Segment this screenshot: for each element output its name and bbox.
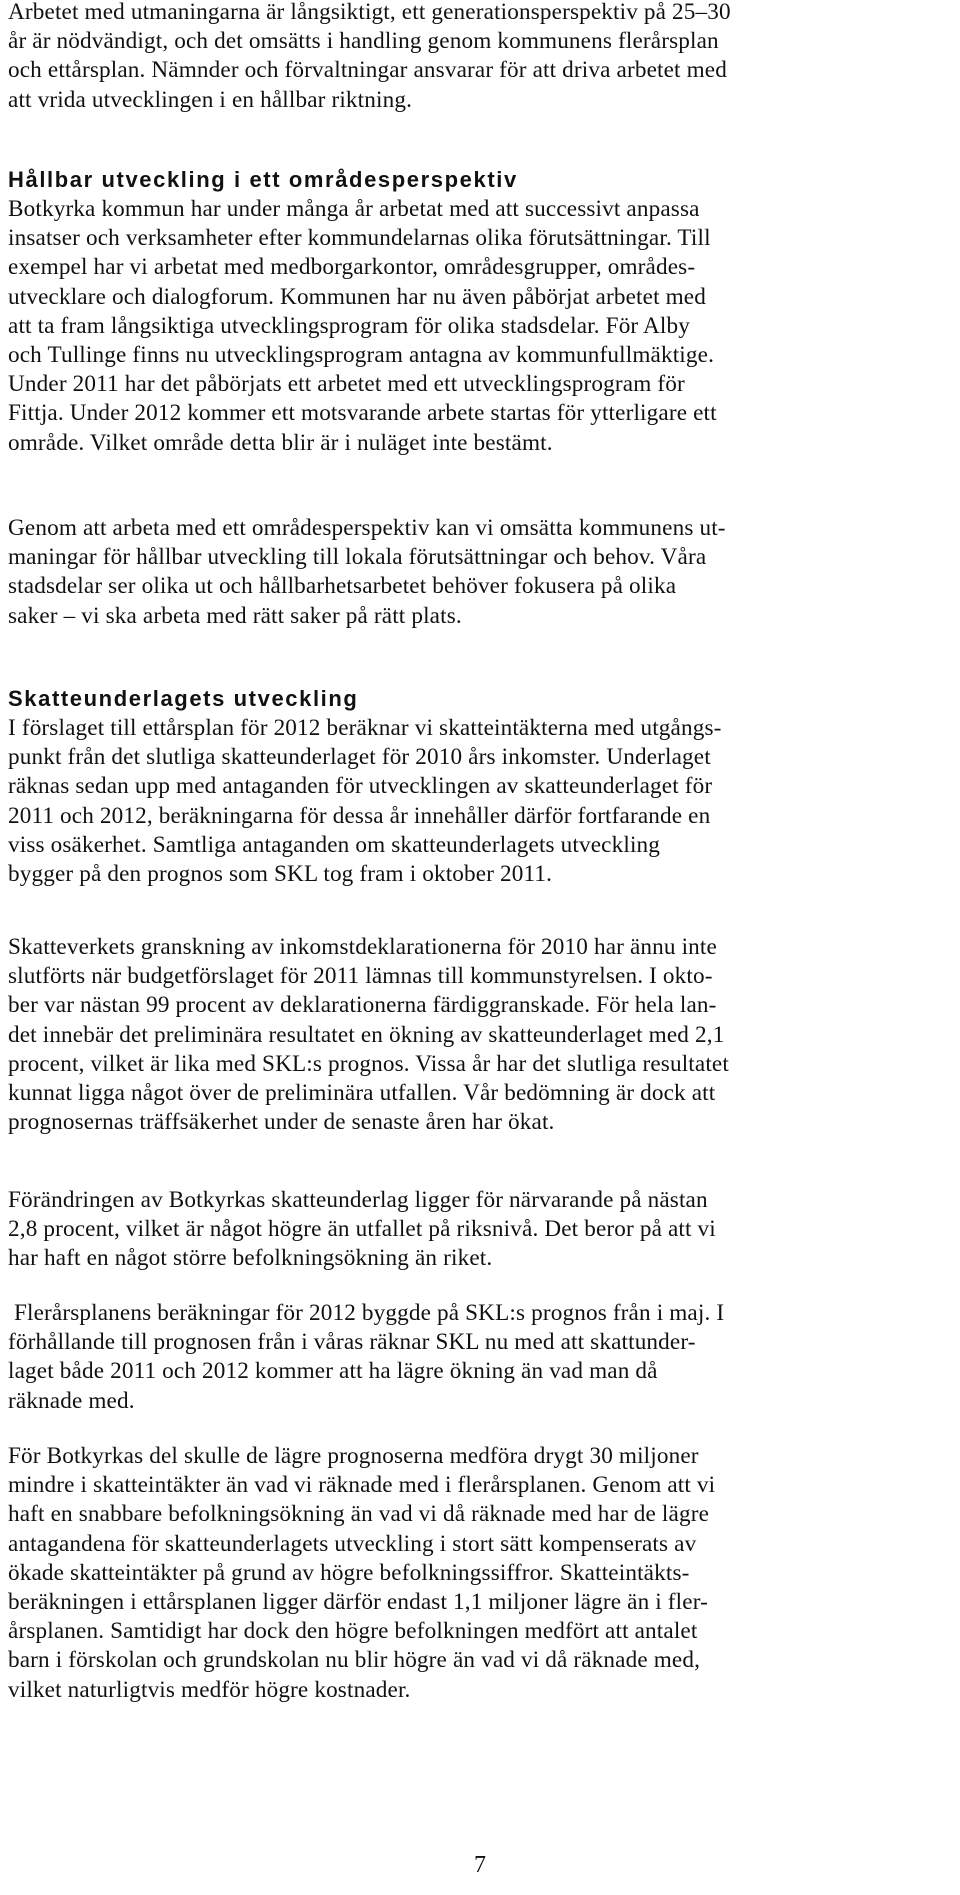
- text-line: ökade skatteintäkter på grund av högre befolkningssiffror. Skatteintäkts-: [8, 1559, 690, 1586]
- heading-area-perspective: Hållbar utveckling i ett områdesperspektiv: [8, 167, 518, 192]
- text-line: prognosernas träffsäkerhet under de senaste åren har ökat.: [8, 1109, 555, 1136]
- text-line: 2011 och 2012, beräkningarna för dessa år innehåller därför fortfarande en: [8, 802, 711, 829]
- text-line: Genom att arbeta med ett områdesperspektiv kan vi omsätta kommunens ut-: [8, 515, 726, 541]
- text-line: bygger på den prognos som SKL tog fram i oktober 2011.: [8, 861, 553, 888]
- text-line: räknas sedan upp med antaganden för utvecklingen av skatteunderlaget för: [8, 773, 713, 800]
- text-line: Flerårsplanens beräkningar för 2012 byggde på SKL:s prognos från i maj. I: [8, 1300, 725, 1326]
- text-line: har haft en något större befolkningsökning än riket.: [8, 1245, 493, 1272]
- text-line: förhållande till prognosen från i våras räknar SKL nu med att skattunder-: [8, 1329, 696, 1356]
- text-line: kunnat ligga något över de preliminära utfallen. Vår bedömning är dock att: [8, 1080, 716, 1107]
- text-line: Skatteverkets granskning av inkomstdeklarationerna för 2010 har ännu inte: [8, 934, 717, 960]
- text-line: punkt från det slutliga skatteunderlaget för 2010 års inkomster. Underlaget: [8, 744, 711, 771]
- text-line: år är nödvändigt, och det omsätts i handling genom kommunens flerårsplan: [8, 28, 719, 55]
- tax-paragraph-5: [8, 1442, 715, 1705]
- tax-paragraph-1: [8, 714, 722, 889]
- text-line: och ettårsplan. Nämnder och förvaltningar ansvarar för att driva arbetet med: [8, 57, 727, 84]
- text-line: och Tullinge finns nu utvecklingsprogram antagna av kommunfullmäktige.: [8, 342, 715, 369]
- text-line: Botkyrka kommun har under många år arbetat med att successivt anpassa: [8, 196, 700, 222]
- text-line: det innebär det preliminära resultatet en ökning av skatteunderlaget med 2,1: [8, 1021, 725, 1048]
- text-line: slutförts när budgetförslaget för 2011 lämnas till kommunstyrelsen. I okto-: [8, 963, 713, 990]
- text-line: att vrida utvecklingen i en hållbar riktning.: [8, 86, 413, 113]
- area-paragraph-1: [8, 195, 717, 458]
- text-line: viss osäkerhet. Samtliga antaganden om skatteunderlagets utveckling: [8, 831, 661, 858]
- text-line: saker – vi ska arbeta med rätt saker på rätt plats.: [8, 602, 462, 629]
- text-line: procent, vilket är lika med SKL:s prognos. Vissa år har det slutliga resultatet: [8, 1050, 729, 1077]
- tax-paragraph-2: [8, 933, 729, 1137]
- text-line: räknade med.: [8, 1387, 135, 1414]
- text-line: område. Vilket område detta blir är i nuläget inte bestämt.: [8, 429, 553, 456]
- text-line: insatser och verksamheter efter kommundelarnas olika förutsättningar. Till: [8, 225, 711, 252]
- text-line: Under 2011 har det påbörjats ett arbetet med ett utvecklingsprogram för: [8, 371, 685, 398]
- text-line: utvecklare och dialogforum. Kommunen har nu även påbörjat arbetet med: [8, 283, 706, 310]
- page-number: 7: [474, 1852, 486, 1878]
- area-paragraph-2: [8, 514, 726, 631]
- text-line: exempel har vi arbetat med medborgarkontor, områdesgrupper, områdes-: [8, 254, 696, 281]
- text-line: haft en snabbare befolkningsökning än vad vi då räknade med har de lägre: [8, 1501, 710, 1528]
- text-line: antagandena för skatteunderlagets utveckling i stort sätt kompenserats av: [8, 1530, 697, 1557]
- tax-paragraph-4: [8, 1299, 724, 1416]
- text-line: För Botkyrkas del skulle de lägre prognoserna medföra drygt 30 miljoner: [8, 1443, 699, 1469]
- text-line: Arbetet med utmaningarna är långsiktigt, ett generationsperspektiv på 25–30: [8, 0, 731, 25]
- text-line: att ta fram långsiktiga utvecklingsprogram för olika stadsdelar. För Alby: [8, 312, 690, 339]
- text-line: Fittja. Under 2012 kommer ett motsvarande arbete startas för ytterligare ett: [8, 400, 717, 427]
- text-line: beräkningen i ettårsplanen ligger därför endast 1,1 miljoner lägre än i fler-: [8, 1589, 708, 1616]
- text-line: årsplanen. Samtidigt har dock den högre befolkningen medfört att antalet: [8, 1618, 698, 1645]
- text-line: vilket naturligtvis medför högre kostnader.: [8, 1676, 411, 1703]
- heading-tax-base: Skatteunderlagets utveckling: [8, 686, 359, 711]
- text-line: barn i förskolan och grundskolan nu blir högre än vad vi då räknade med,: [8, 1647, 701, 1674]
- text-line: stadsdelar ser olika ut och hållbarhetsarbetet behöver fokusera på olika: [8, 573, 677, 600]
- text-line: Förändringen av Botkyrkas skatteunderlag ligger för närvarande på nästan: [8, 1187, 708, 1213]
- text-line: 2,8 procent, vilket är något högre än utfallet på riksnivå. Det beror på att vi: [8, 1216, 716, 1243]
- text-line: ber var nästan 99 procent av deklarationerna färdiggranskade. För hela lan-: [8, 992, 717, 1019]
- tax-paragraph-3: [8, 1186, 716, 1274]
- text-line: laget både 2011 och 2012 kommer att ha lägre ökning än vad man då: [8, 1358, 658, 1385]
- intro-paragraph: [8, 0, 731, 115]
- text-line: maningar för hållbar utveckling till lokala förutsättningar och behov. Våra: [8, 544, 707, 571]
- text-line: I förslaget till ettårsplan för 2012 beräknar vi skatteintäkterna med utgångs-: [8, 715, 722, 741]
- text-line: mindre i skatteintäkter än vad vi räknade med i flerårsplanen. Genom att vi: [8, 1472, 716, 1499]
